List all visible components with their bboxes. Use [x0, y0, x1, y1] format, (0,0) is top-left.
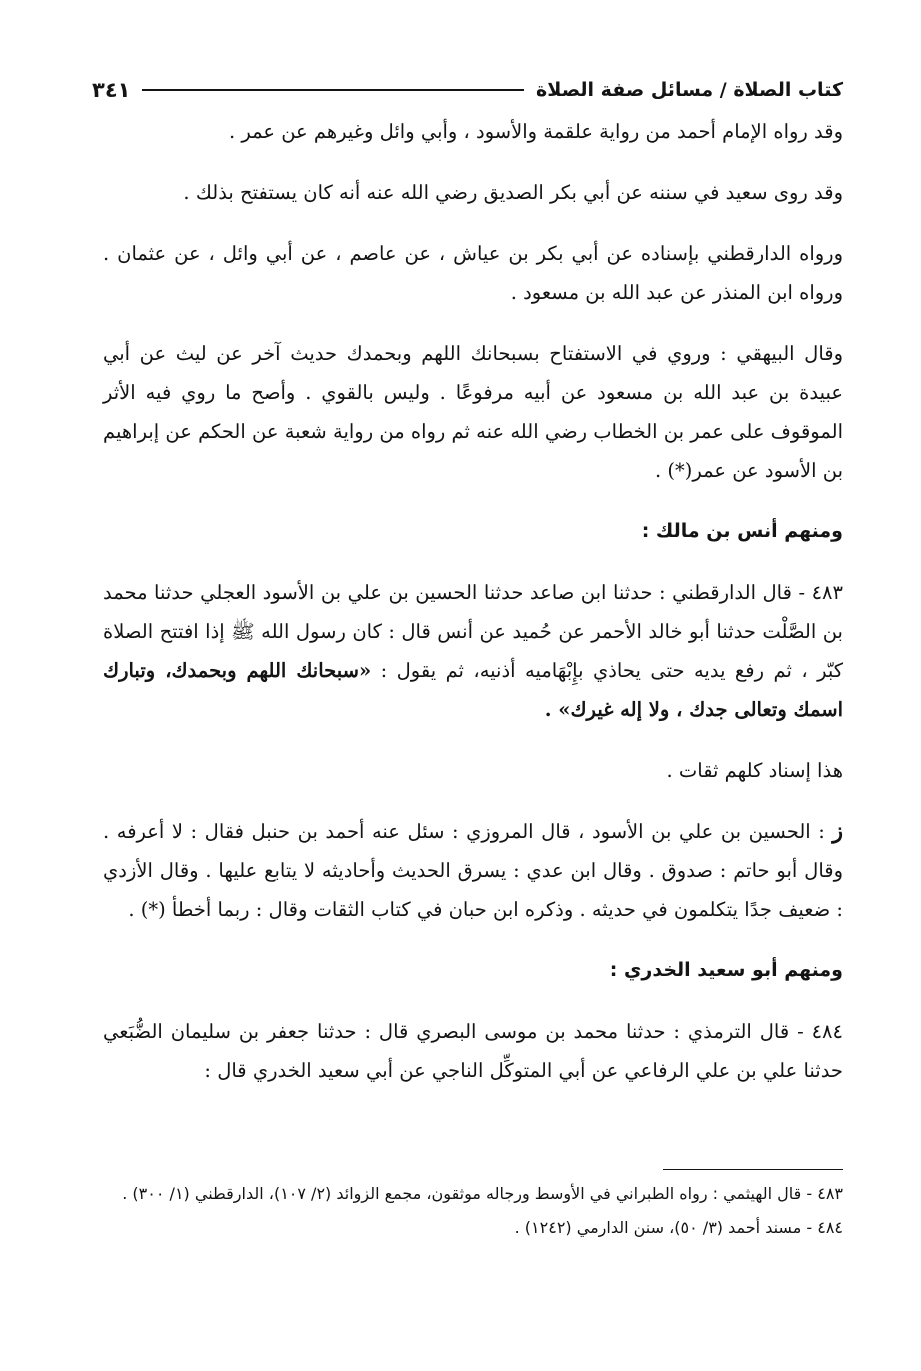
- running-header: [92, 74, 843, 106]
- paragraph-narrator-note: [103, 812, 843, 929]
- header-title: كتاب الصلاة / مسائل صفة الصلاة: [536, 79, 843, 101]
- hadith-483-text: ٤٨٣ - قال الدارقطني : حدثنا ابن صاعد حدثنا الحسين بن علي بن الأسود العجلي حدثنا محمد بن الصَّلْت حدثنا أبو خالد الأحمر عن حُميد عن أنس قال : كان رسول الله ﷺ إذا افتتح الصلاة كبّر ، ثم رفع يديه حتى يحاذي بإِبْهَاميه أذنيه، ثم يقول :: [103, 581, 843, 682]
- zay-mark: ز: [832, 818, 843, 844]
- paragraph-2: وقد روى سعيد في سننه عن أبي بكر الصديق رضي الله عنه أنه كان يستفتح بذلك .: [183, 181, 843, 204]
- paragraph-isnad: هذا إسناد كلهم ثقات .: [666, 759, 843, 782]
- header-rule: [142, 89, 524, 91]
- footnote-483: ٤٨٣ - قال الهيثمي : رواه الطبراني في الأوسط ورجاله موثقون، مجمع الزوائد (٢/ ١٠٧)، الدارقطني (١/ ٣٠٠) .: [122, 1184, 843, 1203]
- hadith-483-quote: «سبحانك اللهم وبحمدك، وتبارك اسمك وتعالى جدك ، ولا إله غيرك» .: [103, 659, 843, 721]
- main-text: [103, 112, 843, 1112]
- page-number: ٣٤١: [92, 78, 131, 102]
- footnote-484: ٤٨٤ - مسند أحمد (٣/ ٥٠)، سنن الدارمي (١٢٤٢) .: [514, 1218, 843, 1237]
- footnote-separator: [663, 1169, 843, 1170]
- section-heading-abu-said: ومنهم أبو سعيد الخدري :: [609, 959, 843, 981]
- paragraph-3: ورواه الدارقطني بإسناده عن أبي بكر بن عياش ، عن عاصم ، عن أبي وائل ، عن عثمان . ورواه ابن المنذر عن عبد الله بن مسعود .: [103, 242, 843, 304]
- section-heading-anas: ومنهم أنس بن مالك :: [641, 520, 843, 542]
- narrator-note-text: : الحسين بن علي بن الأسود ، قال المروزي : سئل عنه أحمد بن حنبل فقال : لا أعرفه . وقال أبو حاتم : صدوق . وقال ابن عدي : يسرق الحديث وأحاديثه لا يتابع عليها . وقال الأزدي : ضعيف جدًا يتكلمون في حديثه . وذكره ابن حبان في كتاب الثقات وقال : ربما أخطأ (*) .: [103, 820, 843, 921]
- paragraph-1: وقد رواه الإمام أحمد من رواية علقمة والأسود ، وأبي وائل وغيرهم عن عمر .: [228, 120, 843, 143]
- hadith-483: [103, 573, 843, 729]
- hadith-484: ٤٨٤ - قال الترمذي : حدثنا محمد بن موسى البصري قال : حدثنا جعفر بن سليمان الضُّبَعي حدثنا علي بن علي الرفاعي عن أبي المتوكِّل الناجي عن أبي سعيد الخدري قال :: [103, 1020, 843, 1082]
- footnotes: [101, 1178, 843, 1246]
- paragraph-4: وقال البيهقي : وروي في الاستفتاح بسبحانك اللهم وبحمدك حديث آخر عن ليث عن أبي عبيدة بن عبد الله بن مسعود عن أبيه مرفوعًا . وليس بالقوي . وأصح ما روي فيه الأثر الموقوف على عمر بن الخطاب رضي الله عنه ثم رواه من رواية شعبة عن الحكم عن إبراهيم بن الأسود عن عمر(*) .: [103, 342, 843, 482]
